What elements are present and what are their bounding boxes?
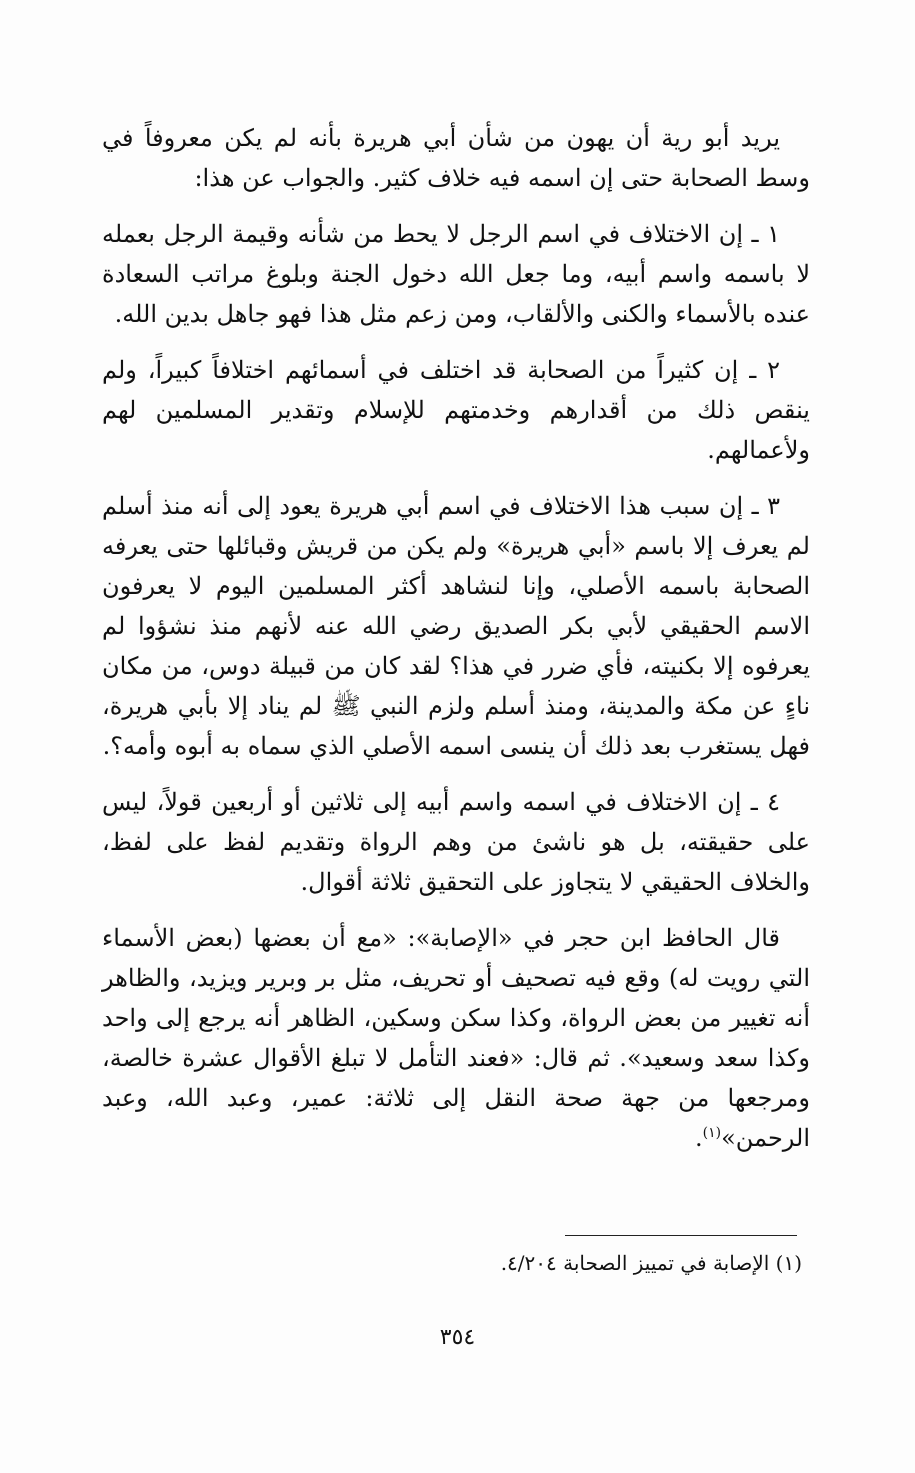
footnote: (١) الإصابة في تمييز الصحابة ٤/٢٠٤. xyxy=(500,1251,802,1275)
paragraph-quote xyxy=(102,918,810,1158)
paragraph-intro: يريد أبو رية أن يهون من شأن أبي هريرة بأنه لم يكن معروفاً في وسط الصحابة حتى إن اسمه فيه خلاف كثير. والجواب عن هذا: xyxy=(102,124,810,192)
page-number: ٣٥٤ xyxy=(439,1325,476,1350)
paragraph-point-4: ٤ ـ إن الاختلاف في اسمه واسم أبيه إلى ثلاثين أو أربعين قولاً، ليس على حقيقته، بل هو ناشئ من وهم الرواة وتقديم لفظ على لفظ، والخلاف الحقيقي لا يتجاوز على التحقيق ثلاثة أقوال. xyxy=(102,788,810,896)
paragraph-point-3: ٣ ـ إن سبب هذا الاختلاف في اسم أبي هريرة يعود إلى أنه منذ أسلم لم يعرف إلا باسم «أبي هريرة» ولم يكن من قريش وقبائلها حتى يعرفه الصحابة باسمه الأصلي، وإنا لنشاهد أكثر المسلمين اليوم لا يعرفون الاسم الحقيقي لأبي بكر الصديق رضي الله عنه لأنهم منذ نشؤوا لم يعرفوه إلا بكنيته، فأي ضرر في هذا؟ لقد كان من قبيلة دوس، من مكان ناءٍ عن مكة والمدينة، ومنذ أسلم ولزم النبي ﷺ لم يناد إلا بأبي هريرة، فهل يستغرب بعد ذلك أن ينسى اسمه الأصلي الذي سماه به أبوه وأمه؟. xyxy=(102,492,811,760)
paragraph-point-1: ١ ـ إن الاختلاف في اسم الرجل لا يحط من شأنه وقيمة الرجل بعمله لا باسمه واسم أبيه، وما جعل الله دخول الجنة وبلوغ مراتب السعادة عنده بالأسماء والكنى والألقاب، ومن زعم مثل هذا فهو جاهل بدين الله. xyxy=(102,220,811,328)
main-text xyxy=(102,118,810,1174)
quote-text: قال الحافظ ابن حجر في «الإصابة»: «مع أن بعضها (بعض الأسماء التي رويت له) وقع فيه تصحيف أو تحريف، مثل بر وبرير ويزيد، والظاهر أنه تغيير من بعض الرواة، وكذا سكن وسكين، الظاهر أنه يرجع إلى واحد وكذا سعد وسعيد». ثم قال: «فعند التأمل لا تبلغ الأقوال عشرة خالصة، ومرجعها من جهة صحة النقل إلى ثلاثة: عمير، وعبد الله، وعبد الرحمن» xyxy=(102,924,811,1152)
quote-end-period: . xyxy=(695,1124,703,1152)
paragraph-point-2: ٢ ـ إن كثيراً من الصحابة قد اختلف في أسمائهم اختلافاً كبيراً، ولم ينقص ذلك من أقدارهم وخدمتهم للإسلام وتقدير المسلمين لهم ولأعمالهم. xyxy=(102,356,810,464)
footnote-separator xyxy=(565,1235,797,1236)
footnote-reference: (١) xyxy=(702,1125,722,1141)
